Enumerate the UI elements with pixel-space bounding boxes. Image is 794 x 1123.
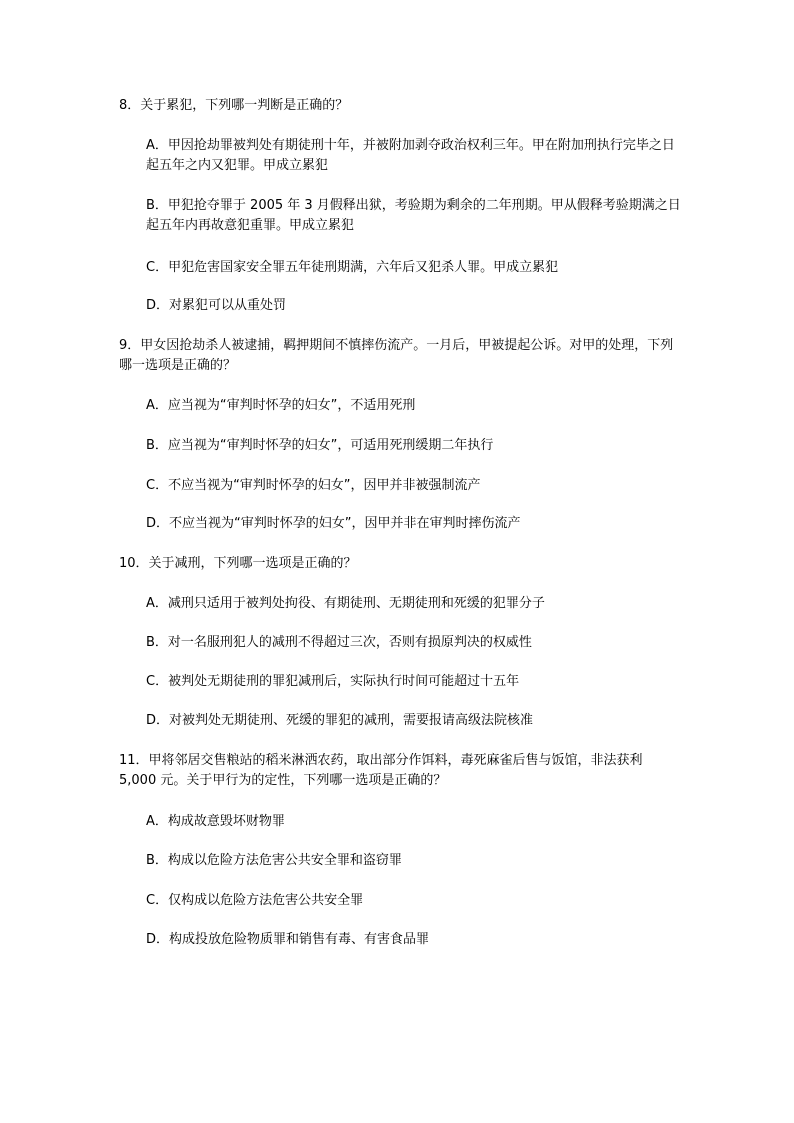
question-11-option-b: B．构成以危险方法危害公共安全罪和盗窃罪: [146, 853, 402, 868]
question-9-stem: 9．甲女因抢劫杀人被逮捕，羁押期间不慎摔伤流产。一月后，甲被提起公诉。对甲的处理，下列哪一选项是正确的？: [119, 338, 674, 373]
question-8-option-d: D．对累犯可以从重处罚: [146, 298, 287, 313]
question-10-option-a: A．减刑只适用于被判处拘役、有期徒刑、无期徒刑和死缓的犯罪分子: [146, 596, 545, 611]
question-11-option-c: C．仅构成以危险方法危害公共安全罪: [146, 893, 364, 908]
question-9-option-a: A．应当视为“审判时怀孕的妇女”，不适用死刑: [146, 398, 416, 413]
question-10-stem: 10．关于减刑，下列哪一选项是正确的？: [119, 556, 357, 571]
question-8-option-a: A．甲因抢劫罪被判处有期徒刑十年，并被附加剥夺政治权利三年。甲在附加刑执行完毕之日起五年之内又犯罪。甲成立累犯: [146, 138, 675, 173]
question-11-option-a: A．构成故意毁坏财物罪: [146, 814, 285, 829]
question-11-stem: 11．甲将邻居交售粮站的稻米淋洒农药，取出部分作饵料，毒死麻雀后售与饭馆，非法获利 5,000 元。关于甲行为的定性，下列哪一选项是正确的？: [119, 753, 643, 788]
question-10-option-b: B．对一名服刑犯人的减刑不得超过三次，否则有损原判决的权威性: [146, 635, 532, 650]
question-11-option-d: D．构成投放危险物质罪和销售有毒、有害食品罪: [146, 932, 430, 947]
question-9-option-d: D．不应当视为“审判时怀孕的妇女”，因甲并非在审判时摔伤流产: [146, 516, 521, 531]
question-10-option-d: D．对被判处无期徒刑、死缓的罪犯的减刑，需要报请高级法院核准: [146, 713, 534, 728]
question-8-stem: 8．关于累犯，下列哪一判断是正确的？: [119, 98, 349, 113]
question-9-option-c: C．不应当视为“审判时怀孕的妇女”，因甲并非被强制流产: [146, 478, 481, 493]
question-9-option-b: B．应当视为“审判时怀孕的妇女”，可适用死刑缓期二年执行: [146, 438, 494, 453]
question-10-option-c: C．被判处无期徒刑的罪犯减刑后，实际执行时间可能超过十五年: [146, 674, 520, 689]
question-8-option-b: B．甲犯抢夺罪于 2005 年 3 月假释出狱，考验期为剩余的二年刑期。甲从假释考验期满之日起五年内再故意犯重罪。甲成立累犯: [146, 198, 681, 233]
question-8-option-c: C．甲犯危害国家安全罪五年徒刑期满，六年后又犯杀人罪。甲成立累犯: [146, 260, 559, 275]
